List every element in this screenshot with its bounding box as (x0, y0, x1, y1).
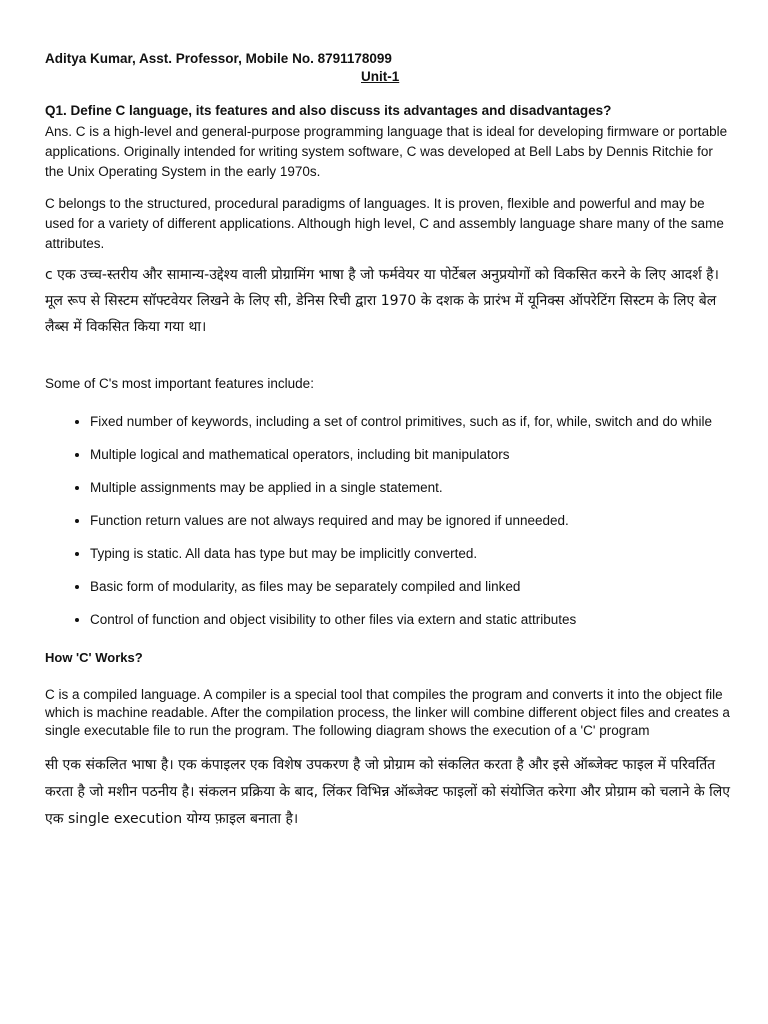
features-list (45, 412, 735, 630)
question-1: Q1. Define C language, its features and also discuss its advantages and disadvantages? (45, 103, 612, 118)
list-item: • Fixed number of keywords, including a set of control primitives, such as if, for, while, switch and do while (90, 412, 735, 432)
answer-paragraph-2: C belongs to the structured, procedural paradigms of languages. It is proven, flexible and powerful and may be used for a variety of different applications. Although high level, C and assembly language share many of the same attributes. (45, 196, 724, 251)
how-c-works-hindi: सी एक संकलित भाषा है। एक कंपाइलर एक विशेष उपकरण है जो प्रोग्राम को संकलित करता है और इसे ऑब्जेक्ट फाइल में परिवर्तित करता है जो मशीन पठनीय है। संकलन प्रक्रिया के बाद, लिंकर विभिन्न ऑब्जेक्ट फाइलों को संयोजित करेगा और प्रोग्राम को चलाने के लिए एक single execution योग्य फ़ाइल बनाता है। (45, 757, 731, 827)
unit-heading: Unit-1 (361, 69, 400, 84)
list-item: • Basic form of modularity, as files may be separately compiled and linked (90, 577, 735, 597)
how-c-works-heading: How 'C' Works? (45, 650, 143, 665)
list-item: • Multiple assignments may be applied in a single statement. (90, 478, 735, 498)
features-intro: Some of C's most important features include: (45, 376, 314, 391)
document-page (45, 50, 735, 833)
how-c-works-body: C is a compiled language. A compiler is a special tool that compiles the program and converts it into the object file which is machine readable. After the compilation process, the linker will combine different object files and creates a single executable file to run the program. The following diagram shows the execution of a 'C' program (45, 687, 730, 738)
list-item: • Multiple logical and mathematical operators, including bit manipulators (90, 445, 735, 465)
answer-paragraph-1: Ans. C is a high-level and general-purpose programming language that is ideal for developing firmware or portable applications. Originally intended for writing system software, C was developed at Bell Labs by Dennis Ritchie for the Unix Operating System in the early 1970s. (45, 124, 728, 179)
list-item: • Function return values are not always required and may be ignored if unneeded. (90, 511, 735, 531)
list-item: • Control of function and object visibility to other files via extern and static attributes (90, 610, 735, 630)
answer-hindi: c एक उच्च-स्तरीय और सामान्य-उद्देश्य वाली प्रोग्रामिंग भाषा है जो फर्मवेयर या पोर्टेबल अनुप्रयोगों को विकसित करने के लिए आदर्श है। मूल रूप से सिस्टम सॉफ्टवेयर लिखने के लिए सी, डेनिस रिची द्वारा 1970 के दशक के प्रारंभ में यूनिक्स ऑपरेटिंग सिस्टम के लिए बेल लैब्स में विकसित किया गया था। (45, 267, 719, 335)
author-line: Aditya Kumar, Asst. Professor, Mobile No. 8791178099 (45, 51, 392, 66)
list-item: • Typing is static. All data has type but may be implicitly converted. (90, 544, 735, 564)
